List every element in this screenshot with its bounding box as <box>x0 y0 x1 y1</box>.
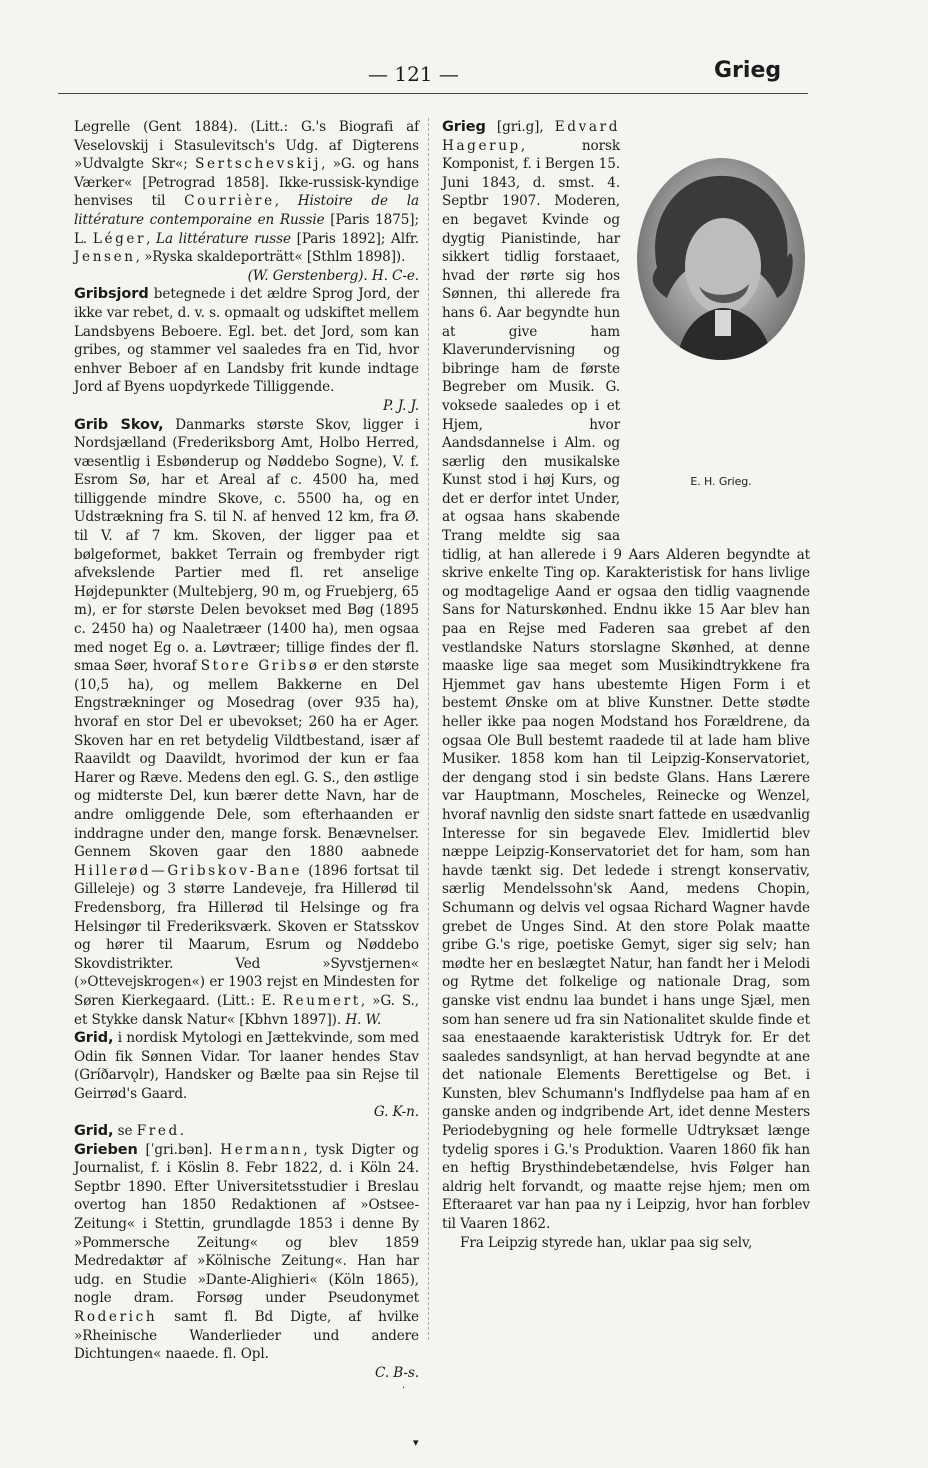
signature: (W. Gerstenberg). H. C-e. <box>247 267 419 284</box>
entry-grieben: Grieben [ˈgri.bən]. Hermann, tysk Digter og Journalist, f. i Köslin 8. Febr 1822, d. i Köln 24. Septbr 1890. Efter Universitetsstudier i Breslau overtog han 1850 Redaktionen af »Ostsee-Zeitung« i Stettin, grundlagde 1853 i denne By »Pommersche Zeitung« og blev 1859 Medredaktør af »Kölnische Zeitung«. Han har udg. en Studie »Dante-Alighieri« (Köln 1865), nogle dram. Forsøg under Pseudonymet Roderich samt fl. Bd Digte, af hvilke »Rheinische Wanderlieder und andere Dichtungen« naaede. fl. Opl. C. B-s. <box>74 1141 419 1381</box>
left-column <box>74 118 419 1382</box>
portrait-photo <box>637 158 805 360</box>
entry-grib-skov: Grib Skov, Danmarks største Skov, ligger i Nordsjælland (Frederiksborg Amt, Holbo Herred, væsentlig i Esbønderup og Nøddebo Sogne), V. f. Esrom Sø, har et Areal af c. 4500 ha, med tilliggende mindre Skove, c. 5500 ha, og en Udstrækning fra S. til N. af henved 12 km, fra Ø. til V. af 7 km. Skoven, der ligger paa et bølgeformet, bakket Terrain og frembyder rigt afvekslende Partier med fl. ret anselige Højdepunkter (Multebjerg, 90 m, og Fruebjerg, 65 m), er for største Delen bevokset med Bøg (1895 c. 2450 ha) og Naaletræer (1400 ha), men ogsaa med noget Eg o. a. Løvtræer; tillige findes der fl. smaa Søer, hvoraf Store Gribsø er den største (10,5 ha), og mellem Bakkerne en Del Engstrækninger og Mosedrag (over 935 ha), hvoraf en stor Del er ubevokset; 260 ha er Ager. Skoven har en ret betydelig Vildtbestand, især af Raavildt og Daavildt, hvorimod der kun er faa Harer og Ræve. Medens den egl. G. S., den østlige og midterste Del, kun bærer dette Navn, har de andre omliggende Dele, som efterhaanden er inddragne under den, mange forsk. Benævnelser. Gennem Skoven gaar den 1880 aabnede Hillerød—Gribskov-Bane (1896 fortsat til Gilleleje) og 3 større Landeveje, fra Hillerød til Fredensborg, fra Hillerød til Helsinge og fra Helsingør til Frederiksværk. Skoven er Statsskov og hører til Maarum, Esrum og Nøddebo Skovdistrikter. Ved »Syvstjernen« (»Ottevejskrogen«) er 1903 rejst en Mindesten for Søren Kierkegaard. (Litt.: E. Reumert, »G. S., et Stykke dansk Natur« [Kbhvn 1897]). H. W. <box>74 416 420 1028</box>
signature: H. W. <box>345 1011 382 1028</box>
portrait-figure <box>637 158 805 360</box>
signature: P. J. J. <box>383 397 419 414</box>
column-divider <box>428 118 429 1340</box>
headword: Grieg <box>442 119 486 135</box>
entry-grid-2: Grid, se Fred. <box>74 1123 187 1140</box>
headword: Grib Skov, <box>74 416 164 433</box>
scan-mark: ▾ <box>413 1436 419 1449</box>
entry-continuation: Legrelle (Gent 1884). (Litt.: G.'s Biografi af Veselovskij i Stasulevitsch's Udg. af Digterens »Udvalgte Skr«; Sertschevskij, »G. og hans Værker« [Petrograd 1858]. Ikke-russisk-kyndige henvises til Courrière, Histoire de la littérature contemporaine en Russie [Paris 1875]; L. Léger, La littérature russe [Paris 1892]; Alfr. Jensen, »Ryska skaldeporträtt« [Sthlm 1898]). (W. Gerstenberg). H. C-e. <box>74 119 420 284</box>
headword: Grieben <box>74 1141 138 1158</box>
grieg-portrait <box>632 132 810 542</box>
paragraph-fra-leipzig: Fra Leipzig styrede han, uklar paa sig selv, <box>460 1234 753 1251</box>
headword: Grid, <box>74 1030 114 1047</box>
signature: C. B-s. <box>375 1364 419 1381</box>
portrait-caption: E. H. Grieg. <box>690 475 752 488</box>
page-number: — 121 — <box>368 62 459 86</box>
entry-gribsjord: Gribsjord betegnede i det ældre Sprog Jord, der ikke var rebet, d. v. s. opmaalt og udskiftet mellem Landsbyens Beboere. Egl. bet. det Jord, som kan gribes, og stammer vel saaledes fra en Tid, hvor enhver Beboer af en Landsby frit kunde indtage Jord af Byens uopdyrkede Tilliggende. P. J. J. <box>74 286 419 414</box>
headword: Grid, <box>74 1123 114 1140</box>
right-column <box>442 118 810 1252</box>
scan-mark: · <box>402 1383 406 1394</box>
running-head: Grieg <box>714 58 782 83</box>
signature: G. K-n. <box>373 1104 419 1121</box>
entry-grid-1: Grid, i nordisk Mytologi en Jættekvinde, som med Odin fik Sønnen Vidar. Tor laaner hendes Stav (Gríðarvǫlr), Handsker og Bælte paa sin Rejse til Geirrød's Gaard. G. K-n. <box>74 1030 419 1121</box>
header-rule <box>58 93 808 94</box>
entry-grieg: Grieg [gri.g], Edvard Hagerup, norsk Komponist, f. i Bergen 15. Juni 1843, d. smst. 4. Septbr 1907. Moderen, en begavet Kvinde og dygtig Pianistinde, har sikkert tidlig forstaaet, hvad der rørte sig hos Sønnen, thi allerede fra hans 6. Aar begyndte hun at give ham Klaverundervisning og bibringe ham de første Begreber om Musik. G. voksede saaledes op i et Hjem, hvor Aandsdannelse i Alm. og særlig den musikalske Kunst stod i høj Kurs, og det er derfor intet Under, at ogsaa hans skabende Trang meldte sig saa tidlig, at han allerede i 9 Aars Alderen begyndte at skrive enkelte Ting op. Karakteristisk for hans livlige og modtagelige Aand er ogsaa den tidlig vaagnende Sans for Naturskønhed. Endnu ikke 15 Aar blev han paa en Rejse med Faderen saa grebet af den vestlandske Naturs storslagne Skønhed, at denne maaske lige saa meget som Musikindtrykkene fra Hjemmet gav hans ubestemte Higen Form i et bestemt Ønske om at blive Kunstner. Dette stødte heller ikke paa nogen Modstand hos Forældrene, da ogsaa Ole Bull bestemt raadede til at lade ham blive Musiker. 1858 kom han til Leipzig-Konservatoriet, der dengang stod i sin bedste Glans. Hans Lærere var Hauptmann, Moscheles, Reinecke og Wenzel, hvoraf navnlig den sidste snart fattede en usædvanlig Interesse for sin begavede Elev. Imidlertid blev næppe Leipzig-Konservatoriet det for ham, som han havde tænkt sig. Det ledede i strengt konservativ, særlig Mendelssohn'sk Aand, medens Chopin, Schumann og delvis vel ogsaa Richard Wagner havde grebet de Unges Sind. At den store Polak maatte gribe G.'s rige, poetiske Gemyt, siger sig selv; han mødte her en beslægtet Natur, han fandt her i Melodi og Rytme det folkelige og nationale Drag, som ganske vist endnu laa bundet i hans unge Sjæl, men som han senere ud fra sin Nationalitet skulde finde et saa enestaaende karakteristisk Udtryk for. Er det saaledes sandsynligt, at han hervad begyndte at ane det nationale Elements Berettigelse og Bet. i Kunsten, blev Schumann's Indflydelse paa ham af en ganske anden og indgribende Art, idet denne Mesters Periodebygning og hele formelle Udtryksæt længe tydelig spores i G.'s Produktion. Vaaren 1860 fik han en heftig Brysthindebetændelse, hvis Følger han aldrig helt forvandt, og maatte rejse hjem; men om Efteraaret var han paa ny i Leipzig, hvor han forblev til Vaaren 1862. <box>442 119 810 1233</box>
headword: Gribsjord <box>74 286 149 303</box>
